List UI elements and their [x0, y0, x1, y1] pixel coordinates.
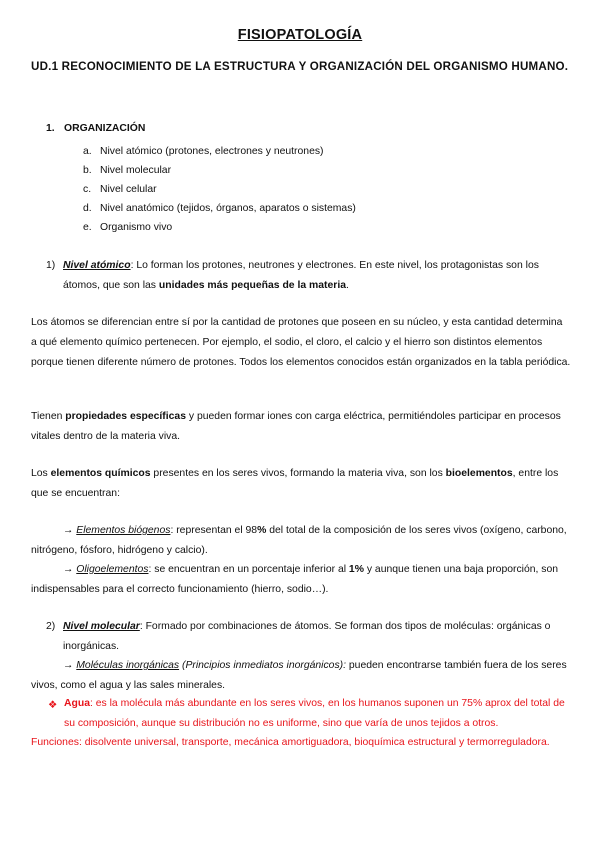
text: : representan el 98 [170, 525, 258, 536]
unit-heading: UD.1 RECONOCIMIENTO DE LA ESTRUCTURA Y ORGANIZACIÓN DEL ORGANISMO HUMANO. [31, 60, 569, 73]
list-item [83, 199, 356, 218]
bold-phrase: % [257, 525, 267, 536]
item-body [63, 617, 566, 657]
list-item-text: Nivel molecular [100, 165, 172, 176]
list-item [83, 180, 356, 199]
item-text-end: . [346, 280, 349, 292]
oligoelementos [31, 560, 571, 600]
page-title: FISIOPATOLOGÍA [237, 27, 363, 43]
text: Tienen [31, 411, 66, 422]
parenthetical: (Principios inmediatos inorgánicos): [179, 660, 346, 671]
item-number: 2) [46, 621, 56, 632]
nivel-molecular-item [46, 617, 566, 657]
term-elementos-biogenos: Elementos biógenos [76, 525, 171, 536]
text: presentes en los seres vivos, formando la materia viva, son los [150, 468, 446, 479]
section-number: 1. [46, 123, 55, 134]
bold-term-agua: Agua [64, 698, 90, 709]
arrow-icon: → [63, 564, 74, 575]
list-item [83, 161, 356, 180]
list-item-text: Organismo vivo [100, 222, 173, 233]
bold-phrase: elementos químicos [50, 468, 151, 479]
paragraph-bioelementos [31, 464, 571, 504]
list-item-text: Nivel celular [100, 184, 157, 195]
arrow-icon: → [63, 660, 74, 671]
item-text: : Formado por combinaciones de átomos. Se forman dos tipos de moléculas: orgánicas o inorgánicas. [63, 621, 551, 653]
list-item [83, 218, 356, 237]
text: : se encuentran en un porcentaje inferior al [148, 564, 349, 575]
elementos-biogenos [31, 521, 571, 561]
paragraph-propiedades [31, 407, 571, 447]
funciones-paragraph: Funciones: disolvente universal, transporte, mecánica amortiguadora, bioquímica estructural y termorreguladora. [31, 737, 550, 748]
moleculas-inorganicas [31, 656, 571, 696]
list-marker: c. [83, 184, 92, 195]
text: : es la molécula más abundante en los seres vivos, en los humanos suponen un 75% aprox del total de su composición, aunque su distribución no es uniforme, sino que varía de unos tejidos a otros. [64, 698, 565, 730]
list-marker: b. [83, 165, 92, 176]
text: Los [31, 468, 51, 479]
term-nivel-atomico: Nivel atómico [63, 260, 131, 271]
diamond-bullet-icon: ❖ [48, 700, 58, 711]
paragraph-atomos: Los átomos se diferencian entre sí por la cantidad de protones que poseen en su núcleo, y esta cantidad determina a qué elemento químico pertenecen. Por ejemplo, el sodio, el cloro, el calcio y el hierro son distintos elementos porque tienen diferente número de protones. Todos los elementos conocidos están organizados en la tabla periódica. [31, 317, 571, 369]
text: y pueden formar iones con carga eléctrica, permitiéndoles participar en procesos vitales dentro de la materia viva. [31, 411, 561, 443]
term-oligoelementos: Oligoelementos [76, 564, 149, 575]
text: pueden encontrarse también fuera de los seres vivos, como el agua y las sales minerales. [31, 660, 567, 692]
item-number: 1) [46, 260, 56, 271]
list-marker: a. [83, 146, 92, 157]
bold-phrase: propiedades específicas [65, 411, 186, 422]
text: y aunque tienen una baja proporción, son indispensables para el correcto funcionamiento (hierro, sodio…). [31, 564, 559, 596]
list-item-text: Nivel atómico (protones, electrones y neutrones) [100, 146, 324, 157]
item-text: : Lo forman los protones, neutrones y electrones. En este nivel, los protagonistas son los átomos, que son las [63, 260, 539, 292]
arrow-icon: → [63, 525, 74, 536]
list-marker: d. [83, 203, 92, 214]
bold-phrase: unidades más pequeñas de la materia [158, 280, 346, 292]
text: , entre los que se encuentran: [31, 468, 559, 500]
list-item [83, 142, 356, 161]
nivel-atomico-item [46, 256, 566, 296]
term-moleculas-inorganicas: Moléculas inorgánicas [76, 660, 180, 671]
list-marker: e. [83, 222, 92, 233]
agua-bullet [48, 694, 568, 734]
section-heading-organizacion [46, 123, 145, 134]
term-nivel-molecular: Nivel molecular [63, 621, 140, 632]
item-body [63, 256, 566, 296]
text: del total de la composición de los seres vivos (oxígeno, carbono, nitrógeno, fósforo, hidrógeno y calcio). [31, 525, 567, 557]
list-item-text: Nivel anatómico (tejidos, órganos, aparatos o sistemas) [100, 203, 356, 214]
bold-phrase: bioelementos [445, 468, 513, 479]
organization-levels-list [83, 142, 356, 237]
section-title: ORGANIZACIÓN [64, 123, 146, 134]
bold-phrase: 1% [348, 564, 364, 575]
